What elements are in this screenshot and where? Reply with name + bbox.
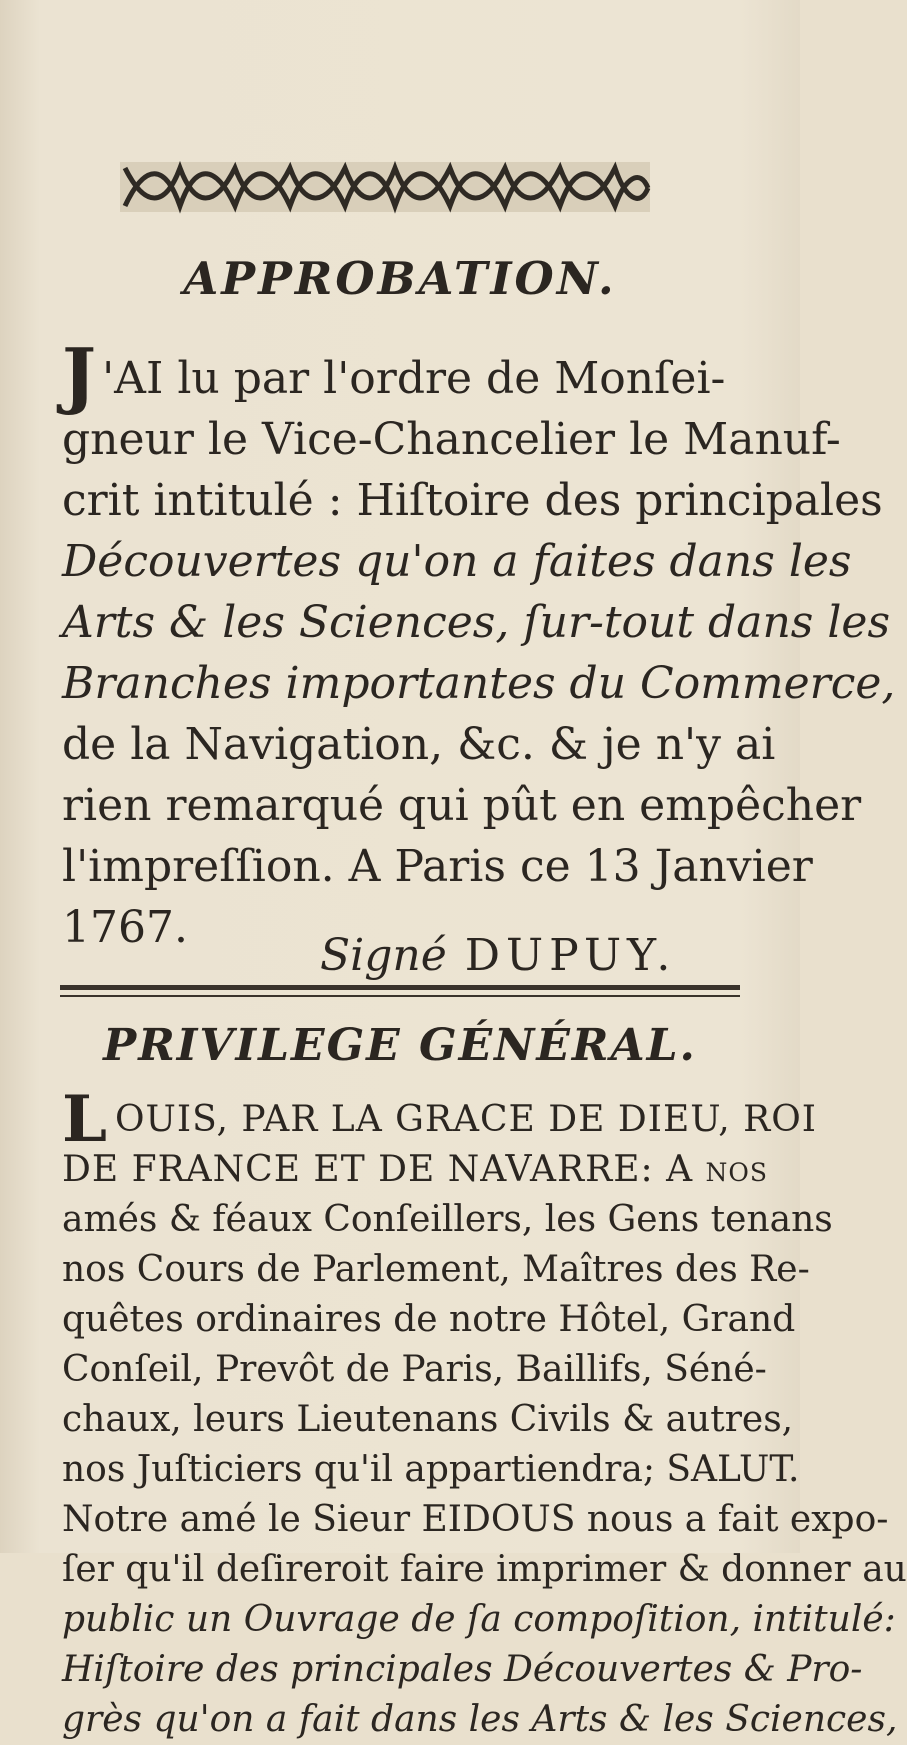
text-line: grès qu'on a fait dans les Arts & les Sciences, xyxy=(62,1699,898,1740)
text-line: quêtes ordinaires de notre Hôtel, Grand xyxy=(62,1299,796,1340)
ornamental-border-icon xyxy=(120,158,650,216)
text-line: chaux, leurs Lieutenans Civils & autres, xyxy=(62,1399,794,1440)
text-line: nos Juſticiers qu'il appartiendra; SALUT. xyxy=(62,1449,800,1490)
text-line: Conſeil, Prevôt de Paris, Baillifs, Séné- xyxy=(62,1349,767,1390)
divider-thin xyxy=(60,995,740,997)
privilege-title: PRIVILEGE GÉNÉRAL. xyxy=(103,1020,697,1071)
divider-thick xyxy=(60,985,740,990)
text-line: 1767. xyxy=(62,902,188,953)
text-line: OUIS, PAR LA GRACE DE DIEU, ROI xyxy=(115,1099,817,1140)
text-line: Hiſtoire des principales Découvertes & Pro- xyxy=(62,1649,863,1690)
text-line: 'AI lu par l'ordre de Monſei- xyxy=(102,353,726,404)
text-line: nos Cours de Parlement, Maîtres des Re- xyxy=(62,1249,810,1290)
signature-prefix: Signé xyxy=(320,930,447,981)
text-line: Notre amé le Sieur EIDOUS nous a fait expo- xyxy=(62,1499,889,1540)
drop-cap: L xyxy=(62,1082,107,1157)
text-line: l'impreſſion. A Paris ce 13 Janvier xyxy=(62,841,813,892)
text-line: rien remarqué qui pût en empêcher xyxy=(62,780,862,831)
text-line: public un Ouvrage de ſa compoſition, intitulé: xyxy=(62,1599,896,1640)
text-line: de la Navigation, &c. & je n'y ai xyxy=(62,719,776,770)
text-line: Arts & les Sciences, ſur-tout dans les xyxy=(62,597,891,648)
text-line: amés & féaux Conſeillers, les Gens tenans xyxy=(62,1199,833,1240)
text-line: DE FRANCE ET DE NAVARRE: A nos xyxy=(62,1149,769,1190)
approbation-text xyxy=(62,332,896,958)
text-line: crit intitulé : Hiſtoire des principales xyxy=(62,475,883,526)
drop-cap: J xyxy=(62,332,97,417)
approbation-title: APPROBATION. xyxy=(183,252,617,305)
privilege-text xyxy=(62,1082,907,1745)
signature xyxy=(320,930,676,981)
text-line: Découvertes qu'on a faites dans les xyxy=(62,536,852,587)
text-line: ſer qu'il deſireroit faire imprimer & donner au xyxy=(62,1549,907,1590)
text-line: Branches importantes du Commerce, xyxy=(62,658,896,709)
text-line: gneur le Vice-Chancelier le Manuf- xyxy=(62,414,841,465)
signature-name: DUPUY. xyxy=(464,930,677,981)
